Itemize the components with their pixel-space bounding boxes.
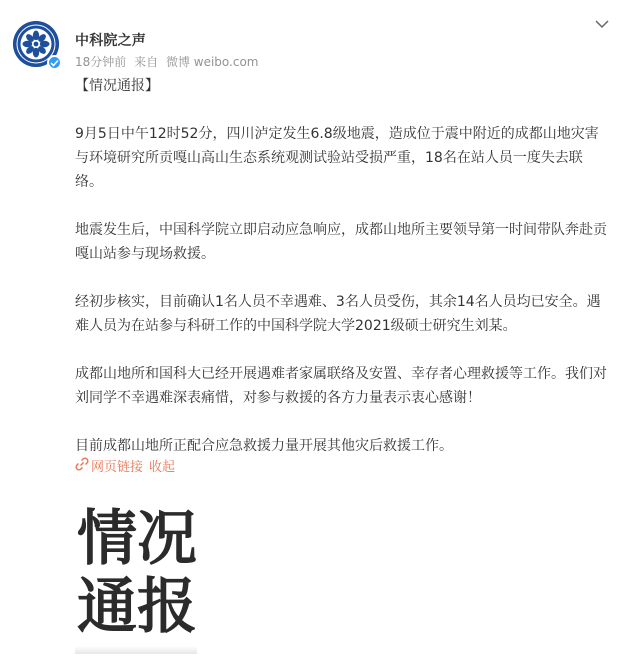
image-bottom-fade [75,646,197,654]
post-tag: 【情况通报】 [75,78,159,94]
post-content [75,74,610,482]
post-meta [75,53,263,70]
image-char: 况 [137,504,197,574]
post-paragraph: 经初步核实，目前确认1名人员不幸遇难、3名人员受伤，其余14名人员均已安全。遇难人员为在站参与科研工作的中国科学院大学2021级硕士研究生刘某。 [75,294,601,334]
username[interactable]: 中科院之声 [75,33,146,49]
web-link[interactable]: 网页链接 [91,460,144,475]
chevron-down-icon[interactable] [593,16,611,30]
image-char: 通 [77,572,137,642]
verified-badge-icon [47,55,62,70]
post-time[interactable]: 18分钟前 [75,55,127,69]
post-paragraph: 9月5日中午12时52分，四川泸定发生6.8级地震，造成位于震中附近的成都山地灾害与环境研究所贡嘎山高山生态系统观测试验站受损严重，18名在站人员一度失去联络。 [75,126,599,190]
post-paragraph: 地震发生后，中国科学院立即启动应急响应，成都山地所主要领导第一时间带队奔赴贡嘎山站参与现场救援。 [75,222,607,262]
image-char: 情 [77,504,137,574]
post-paragraph: 目前成都山地所正配合应急救援力量开展其他灾后救援工作。 [75,438,453,454]
post-paragraph: 成都山地所和国科大已经开展遇难者家属联络及安置、幸存者心理救援等工作。我们对刘同学不幸遇难深表痛惜，对参与救援的各方力量表示衷心感谢！ [75,366,607,406]
post-links [75,456,175,475]
post-source: 微博 weibo.com [165,55,259,69]
collapse-link[interactable]: 收起 [149,460,176,475]
source-prefix: 来自 [134,55,159,69]
image-char: 报 [137,572,197,642]
link-icon [75,457,89,475]
post-image[interactable] [75,501,197,654]
